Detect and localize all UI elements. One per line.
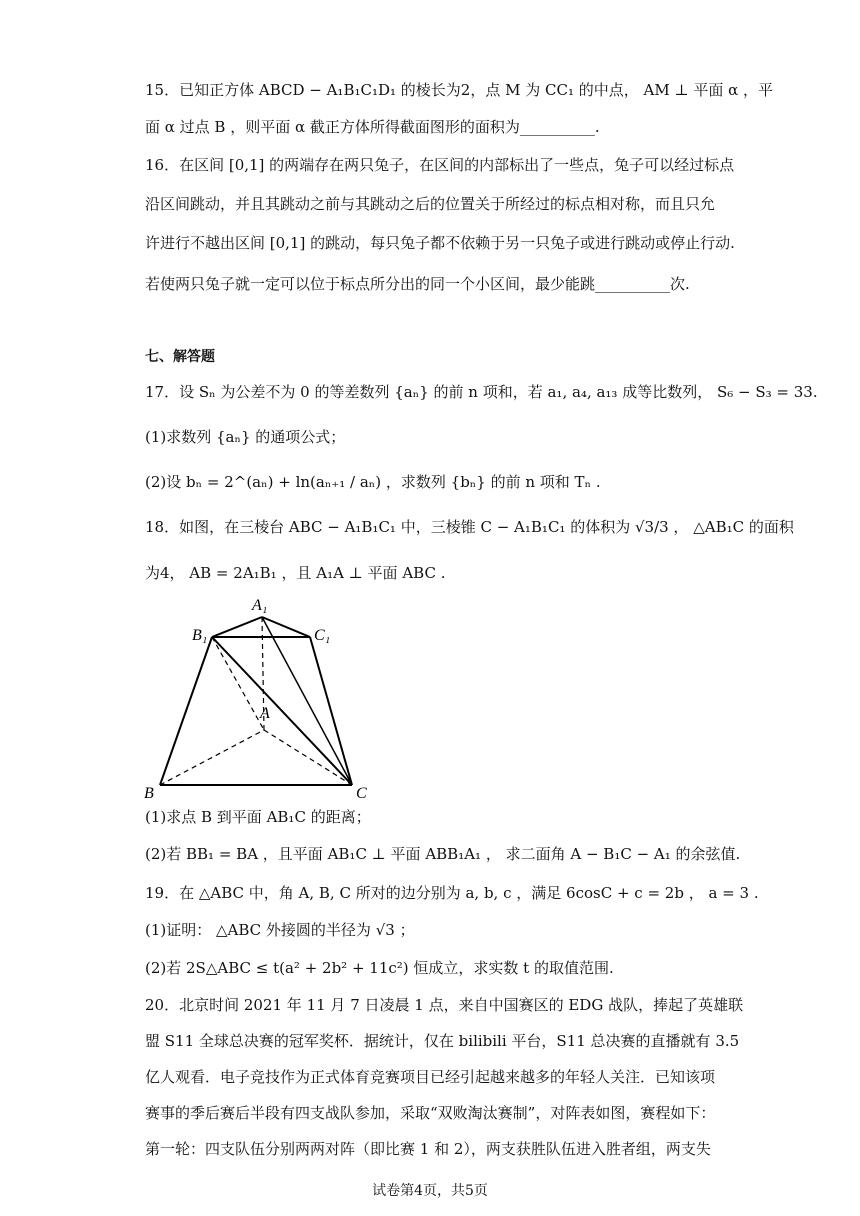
frustum-diagram [140,590,380,805]
q20-line3: 亿人观看．电子竞技作为正式体育竞赛项目已经引起越来越多的年轻人关注．已知该项 [145,1068,716,1086]
q18-part2: (2)若 BB₁ = BA ，且平面 AB₁C ⊥ 平面 ABB₁A₁ ， 求二面角 A − B₁C − A₁ 的余弦值. [145,845,741,863]
q16-line2: 沿区间跳动，并且其跳动之前与其跳动之后的位置关于所经过的标点相对称，而且只允 [145,195,716,213]
q17-line1: 17．设 Sₙ 为公差不为 0 的等差数列 {aₙ} 的前 n 项和，若 a₁, a₄, a₁₃ 成等比数列， S₆ − S₃ = 33. [145,383,818,401]
q17-part1: (1)求数列 {aₙ} 的通项公式； [145,428,346,446]
q16-line4: 若使两只兔子就一定可以位于标点所分出的同一个小区间，最少能跳__________次. [145,275,690,293]
label-a1: A₁ [252,597,268,614]
q18-line1: 18．如图，在三棱台 ABC − A₁B₁C₁ 中，三棱锥 C − A₁B₁C₁ 的体积为 √3/3 ， △AB₁C 的面积 [145,518,794,536]
frustum-figure [140,590,380,805]
q19-part1: (1)证明： △ABC 外接圆的半径为 √3 ； [145,921,415,939]
label-c: C [356,785,367,802]
q20-line1: 20．北京时间 2021 年 11 月 7 日凌晨 1 点，来自中国赛区的 EDG 战队，捧起了英雄联 [145,996,744,1014]
q16-line1: 16．在区间 [0,1] 的两端存在两只兔子，在区间的内部标出了一些点，兔子可以经过标点 [145,156,735,174]
edge-a1-c [262,617,352,785]
q19-part2: (2)若 2S△ABC ≤ t(a² + 2b² + 11c²) 恒成立，求实数 t 的取值范围. [145,959,614,977]
label-c1: C₁ [314,627,331,644]
q20-line2: 盟 S11 全球总决赛的冠军奖杯．据统计，仅在 bilibili 平台，S11 总决赛的直播就有 3.5 [145,1032,740,1050]
q16-line3: 许进行不越出区间 [0,1] 的跳动，每只兔子都不依赖于另一只兔子或进行跳动或停止行动. [145,234,735,252]
label-b: B [144,785,154,802]
edge-b1-a1 [212,617,262,637]
label-b1: B₁ [192,627,208,644]
q20-line4: 赛事的季后赛后半段有四支战队参加，采取“双败淘汰赛制”，对阵表如图，赛程如下： [145,1104,716,1122]
q18-part1: (1)求点 B 到平面 AB₁C 的距离； [145,808,371,826]
q17-part2: (2)设 bₙ = 2^(aₙ) + ln(aₙ₊₁ / aₙ) ，求数列 {bₙ} 的前 n 项和 Tₙ . [145,473,601,491]
edge-a1-c1 [262,617,310,637]
section-heading: 七、解答题 [145,349,215,365]
label-a: A [260,705,270,722]
q20-line5: 第一轮：四支队伍分别两两对阵（即比赛 1 和 2），两支获胜队伍进入胜者组，两支失 [145,1140,711,1158]
q19-line1: 19．在 △ABC 中，角 A, B, C 所对的边分别为 a, b, c ，满足 6cosC + c = 2b ， a = 3 . [145,884,759,902]
q15-line2: 面 α 过点 B ，则平面 α 截正方体所得截面图形的面积为__________. [145,118,600,136]
page-footer: 试卷第4页，共5页 [372,1183,488,1199]
q18-line2: 为4， AB = 2A₁B₁ ，且 A₁A ⊥ 平面 ABC . [145,564,446,582]
q15-line1: 15．已知正方体 ABCD − A₁B₁C₁D₁ 的棱长为2，点 M 为 CC₁ 的中点， AM ⊥ 平面 α ，平 [145,81,773,99]
edge-b1-b [160,637,212,785]
